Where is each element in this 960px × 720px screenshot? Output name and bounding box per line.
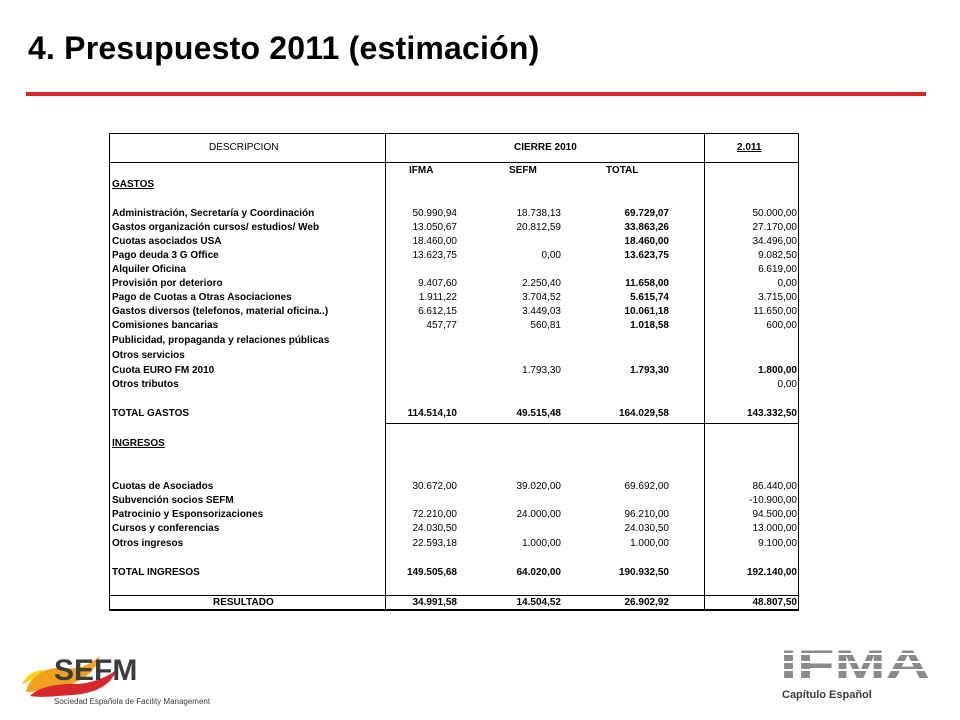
table-row (109, 291, 799, 305)
table-row (109, 305, 799, 319)
slide-title: 4. Presupuesto 2011 (estimación) (28, 30, 540, 66)
row-sefm: 24.000,00 (516, 509, 561, 520)
row-sefm: 560,81 (530, 320, 561, 331)
row-label: RESULTADO (213, 597, 274, 608)
row-label: Pago de Cuotas a Otras Asociaciones (112, 292, 292, 303)
row-label: Pago deuda 3 G Office (112, 250, 219, 261)
row-sefm: 3.449,03 (522, 306, 561, 317)
table-row (109, 364, 799, 378)
row-ifma: 13.050,67 (412, 222, 457, 233)
table-row (109, 349, 799, 363)
table-row (109, 249, 799, 263)
ifma-logo-text: IFMA (780, 643, 930, 687)
table-row (109, 334, 799, 348)
table-row (109, 480, 799, 494)
sefm-logo (20, 640, 210, 712)
row-2011: 1.800,00 (758, 365, 797, 376)
row-ifma: 72.210,00 (412, 509, 457, 520)
row-total: 69.729,07 (624, 208, 669, 219)
row-label: Gastos diversos (telefonos, material oficina..) (112, 306, 329, 317)
row-2011: 3.715,00 (758, 292, 797, 303)
ifma-logo (776, 640, 936, 708)
row-label: Comisiones bancarias (112, 320, 219, 331)
row-ifma: 30.672,00 (412, 481, 457, 492)
row-sefm: 0,00 (541, 250, 561, 261)
row-sefm: 39.020,00 (516, 481, 561, 492)
row-sefm: 20.812,59 (516, 222, 561, 233)
section-title-ingresos: INGRESOS (112, 438, 165, 449)
row-ifma: 18.460,00 (412, 236, 457, 247)
header-separator (109, 162, 799, 163)
row-label: Otros tributos (112, 379, 179, 390)
resultado-row (109, 596, 799, 610)
subheader-ifma: IFMA (409, 165, 434, 176)
row-total: 13.623,75 (624, 250, 669, 261)
row-2011: 9.100,00 (758, 538, 797, 549)
row-2011: -10.900,00 (749, 495, 797, 506)
row-total: 33.863,26 (624, 222, 669, 233)
row-sefm: 49.515,48 (516, 408, 561, 419)
row-ifma: 13.623,75 (412, 250, 457, 261)
row-label: Cuotas de Asociados (112, 481, 214, 492)
row-total: 96.210,00 (624, 509, 669, 520)
table-row (109, 207, 799, 221)
header-2011: 2.011 (737, 142, 762, 153)
row-2011: 50.000,00 (752, 208, 797, 219)
row-sefm: 1.793,30 (522, 365, 561, 376)
table-row (109, 522, 799, 536)
row-label: TOTAL INGRESOS (112, 567, 200, 578)
row-label: Subvención socios SEFM (112, 495, 234, 506)
total-ingresos-row (109, 566, 799, 580)
row-total: 69.692,00 (624, 481, 669, 492)
row-total: 18.460,00 (624, 236, 669, 247)
row-ifma: 50.990,94 (412, 208, 457, 219)
header-descripcion: DESCRIPCION (209, 142, 279, 153)
row-2011: 600,00 (766, 320, 797, 331)
sefm-logo-text: SEFM (54, 654, 138, 687)
row-label: Cuotas asociados USA (112, 236, 222, 247)
header-cierre-2010: CIERRE 2010 (514, 142, 577, 153)
sefm-logo-mark (20, 640, 210, 712)
row-2011: 13.000,00 (752, 523, 797, 534)
row-ifma: 1.911,22 (418, 292, 457, 303)
row-2011: 0,00 (777, 379, 797, 390)
row-label: Alquiler Oficina (112, 264, 186, 275)
table-row (109, 235, 799, 249)
row-label: Patrocinio y Esponsorizaciones (112, 509, 264, 520)
row-ifma: 149.505,68 (406, 567, 457, 578)
row-total: 26.902,92 (624, 597, 669, 608)
gastos-total-separator (385, 423, 799, 424)
row-sefm: 3.704,52 (522, 292, 561, 303)
row-total: 11.658,00 (625, 278, 669, 289)
row-label: Otros servicios (112, 350, 185, 361)
row-total: 190.932,50 (618, 567, 669, 578)
row-2011: 86.440,00 (752, 481, 797, 492)
budget-table (109, 133, 799, 611)
row-sefm: 2.250,40 (522, 278, 561, 289)
subheader-total: TOTAL (606, 165, 639, 176)
table-row (109, 508, 799, 522)
table-row (109, 221, 799, 235)
row-sefm: 14.504,52 (516, 597, 561, 608)
row-label: Provisión por deterioro (112, 278, 223, 289)
row-ifma: 6.612,15 (418, 306, 457, 317)
sefm-logo-tagline: Sociedad Española de Facility Management (54, 697, 210, 706)
table-row (109, 378, 799, 392)
row-ifma: 9.407,60 (418, 278, 457, 289)
row-ifma: 22.593,18 (412, 538, 457, 549)
row-label: Cursos y conferencias (112, 523, 220, 534)
table-row (109, 263, 799, 277)
row-sefm: 64.020,00 (516, 567, 561, 578)
row-total: 1.000,00 (630, 538, 669, 549)
row-label: Otros ingresos (112, 538, 184, 549)
row-total: 164.029,58 (618, 408, 669, 419)
row-2011: 6.619,00 (758, 264, 797, 275)
title-divider (26, 92, 926, 96)
table-border-top (109, 133, 799, 134)
row-ifma: 114.514,10 (407, 408, 457, 419)
row-ifma: 34.991,58 (412, 597, 457, 608)
row-sefm: 18.738,13 (516, 208, 561, 219)
row-label: Cuota EURO FM 2010 (112, 365, 215, 376)
row-2011: 11.650,00 (753, 306, 797, 317)
table-row (109, 319, 799, 333)
row-total: 10.061,18 (624, 306, 669, 317)
row-total: 24.030,50 (624, 523, 669, 534)
row-ifma: 457,77 (426, 320, 457, 331)
row-label: Administración, Secretaría y Coordinación (112, 208, 315, 219)
table-row (109, 277, 799, 291)
total-gastos-row (109, 407, 799, 421)
section-title-gastos: GASTOS (112, 179, 155, 190)
row-total: 1.018,58 (630, 320, 669, 331)
row-label: Gastos organización cursos/ estudios/ Web (112, 222, 320, 233)
table-row (109, 494, 799, 508)
row-2011: 192.140,00 (746, 567, 797, 578)
row-2011: 94.500,00 (752, 509, 797, 520)
row-2011: 0,00 (777, 278, 797, 289)
row-2011: 34.496,00 (752, 236, 797, 247)
row-label: Publicidad, propaganda y relaciones públicas (112, 335, 330, 346)
row-ifma: 24.030,50 (412, 523, 457, 534)
row-2011: 27.170,00 (752, 222, 797, 233)
subheader-sefm: SEFM (509, 165, 537, 176)
ifma-logo-mark (776, 640, 936, 708)
row-total: 5.615,74 (630, 292, 669, 303)
row-total: 1.793,30 (630, 365, 669, 376)
row-label: TOTAL GASTOS (112, 408, 190, 419)
row-2011: 9.082,50 (758, 250, 797, 261)
row-2011: 48.807,50 (752, 597, 797, 608)
table-row (109, 537, 799, 551)
row-2011: 143.332,50 (746, 408, 797, 419)
ifma-logo-tagline: Capítulo Español (782, 689, 872, 701)
row-sefm: 1.000,00 (522, 538, 561, 549)
